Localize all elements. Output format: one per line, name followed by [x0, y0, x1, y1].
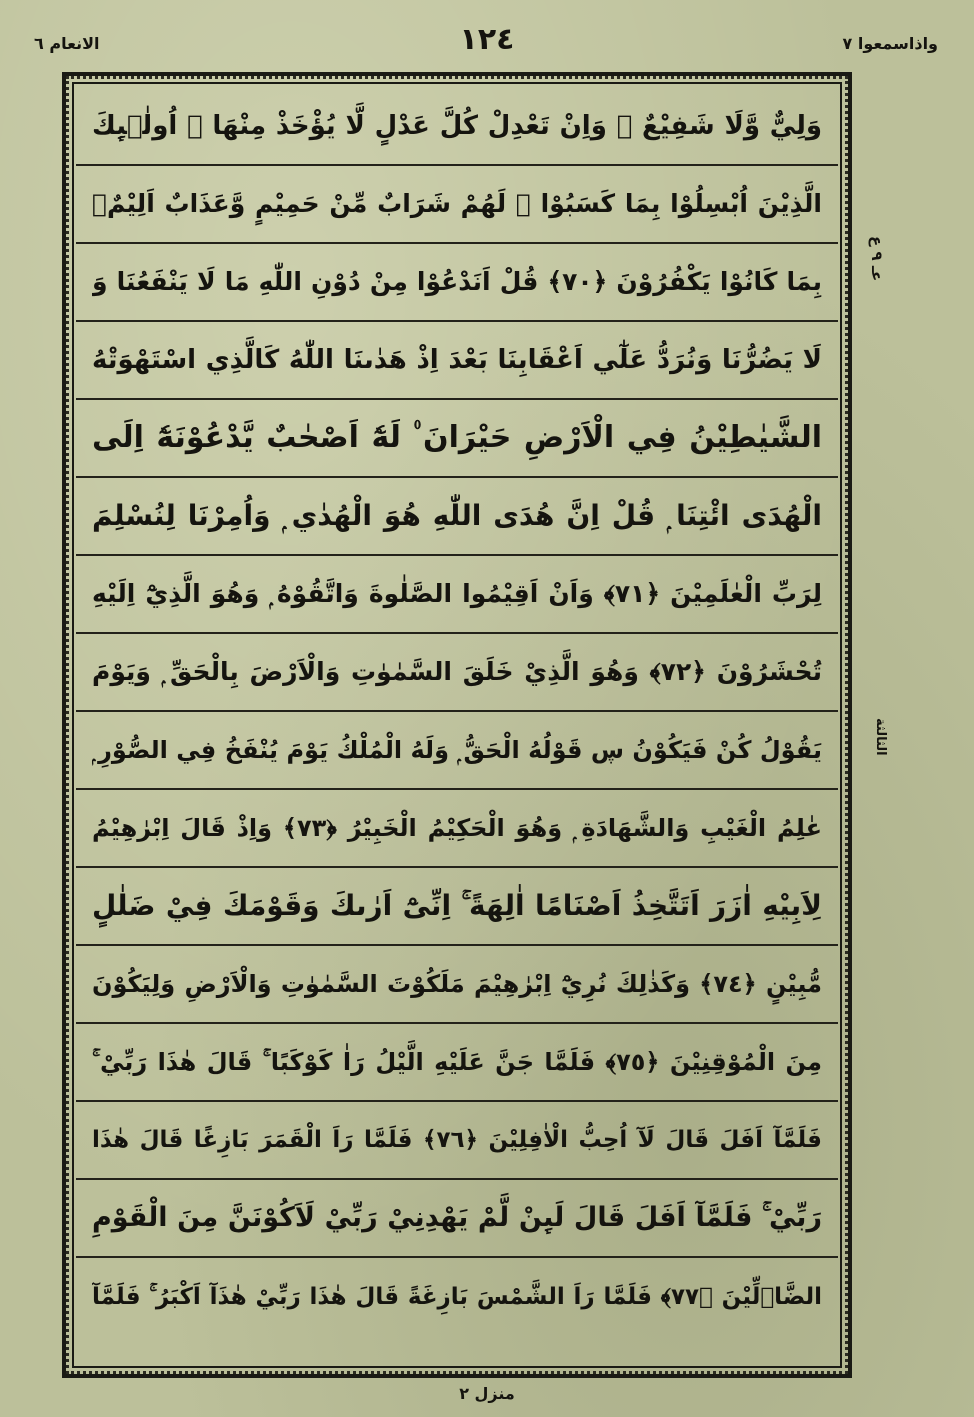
text-line: [76, 322, 838, 400]
text-line: [76, 478, 838, 556]
line-text: لَا يَضُرُّنَا وَنُرَدُّ عَلٰٓي اَعْقَابِنَا بَعْدَ اِذْ هَدٰىنَا اللّٰهُ كَالَّذِي اسْتَهْوَتْهُ: [92, 345, 822, 375]
manzil-label: منزل ٢: [459, 1384, 515, 1403]
text-line: [76, 1258, 838, 1336]
line-text: مِنَ الْمُوْقِنِيْنَ ﴿٧٥﴾ فَلَمَّا جَنَّ عَلَيْهِ الَّيْلُ رَاٰ كَوْكَبًا ۚ قَالَ هٰذَا رَبِّيْ ۚ: [92, 1048, 822, 1076]
text-line: [76, 868, 838, 946]
text-line: [76, 166, 838, 244]
text-line: [76, 712, 838, 790]
text-line: [76, 790, 838, 868]
line-text: عٰلِمُ الْغَيْبِ وَالشَّهَادَةِ ۭ وَهُوَ الْحَكِيْمُ الْخَبِيْرُ ﴿٧٣﴾ وَاِذْ قَالَ اِبْرٰهِيْمُ: [92, 814, 822, 842]
text-line: [76, 1102, 838, 1180]
ruku-marker: عـ ٩ ع: [868, 236, 886, 282]
line-text: بِمَا كَانُوْا يَكْفُرُوْنَ ﴿٧٠﴾ قُلْ اَنَدْعُوْا مِنْ دُوْنِ اللّٰهِ مَا لَا يَنْفَعُنَا وَ: [92, 267, 822, 296]
text-line: [76, 244, 838, 322]
juz-name: واذاسمعوا ٧: [842, 34, 938, 53]
line-text: الْهُدَى ائْتِنَا ۭ قُلْ اِنَّ هُدَى اللّٰهِ هُوَ الْهُدٰي ۭ وَاُمِرْنَا لِنُسْلِمَ: [92, 499, 822, 532]
line-text: لِاَبِيْهِ اٰزَرَ اَتَتَّخِذُ اَصْنَامًا اٰلِهَةً ۚ اِنِّىْٓ اَرٰىكَ وَقَوْمَكَ فِيْ ضَلٰلٍ: [92, 889, 822, 922]
text-line: [76, 400, 838, 478]
text-line: [76, 946, 838, 1024]
text-line: [76, 556, 838, 634]
line-text: فَلَمَّآ اَفَلَ قَالَ لَآ اُحِبُّ الْاٰفِلِيْنَ ﴿٧٦﴾ فَلَمَّا رَاَ الْقَمَرَ بَازِغًا قَالَ هٰذَا: [92, 1127, 822, 1153]
line-text: تُحْشَرُوْنَ ﴿٧٢﴾ وَهُوَ الَّذِيْ خَلَقَ السَّمٰوٰتِ وَالْاَرْضَ بِالْحَقِّ ۭ وَيَوْمَ: [92, 657, 822, 686]
line-text: لِرَبِّ الْعٰلَمِيْنَ ﴿٧١﴾ وَاَنْ اَقِيْمُوا الصَّلٰوةَ وَاتَّقُوْهُ ۭ وَهُوَ الَّذِيْٓ اِلَيْهِ: [92, 579, 822, 608]
text-line: [76, 88, 838, 166]
line-text: يَقُوْلُ كُنْ فَيَكُوْنُ ڛ قَوْلُهُ الْحَقُّ ۭ وَلَهُ الْمُلْكُ يَوْمَ يُنْفَخُ فِي الصُّوْرِ ۭ: [92, 736, 822, 764]
line-text: رَبِّيْ ۚ فَلَمَّآ اَفَلَ قَالَ لَىِٕنْ لَّمْ يَهْدِنِيْ رَبِّيْ لَاَكُوْنَنَّ مِنَ الْقَوْمِ: [92, 1202, 822, 1233]
line-text: الضَّاۗلِّيْنَ ﴿٧٧﴾ فَلَمَّا رَاَ الشَّمْسَ بَازِغَةً قَالَ هٰذَا رَبِّيْ هٰذَآ اَكْبَرُ ۚ فَلَمَّآ: [92, 1284, 822, 1310]
text-block: [76, 88, 838, 1362]
text-line: [76, 634, 838, 712]
surah-name: الانعام ٦: [34, 34, 100, 53]
page-header: [0, 20, 974, 60]
page-number: ١٢٤: [459, 22, 515, 57]
line-text: مُّبِيْنٍ ﴿٧٤﴾ وَكَذٰلِكَ نُرِيْٓ اِبْرٰهِيْمَ مَلَكُوْتَ السَّمٰوٰتِ وَالْاَرْضِ وَلِيَكُوْنَ: [92, 970, 822, 998]
line-text: وَلِيٌّ وَّلَا شَفِيْعٌ ۚ وَاِنْ تَعْدِلْ كُلَّ عَدْلٍ لَّا يُؤْخَذْ مِنْهَا ۭ اُولٰۗىِٕكَ: [92, 111, 822, 141]
text-line: [76, 1024, 838, 1102]
margin-note: الثالثة: [873, 718, 888, 756]
line-text: الشَّيٰطِيْنُ فِي الْاَرْضِ حَيْرَانَ ۠ لَهٗٓ اَصْحٰبٌ يَّدْعُوْنَهٗٓ اِلَى: [92, 420, 822, 455]
line-text: الَّذِيْنَ اُبْسِلُوْا بِمَا كَسَبُوْا ۚ لَهُمْ شَرَابٌ مِّنْ حَمِيْمٍ وَّعَذَابٌ اَلِيْمٌۢ: [92, 189, 822, 218]
text-line: [76, 1180, 838, 1258]
